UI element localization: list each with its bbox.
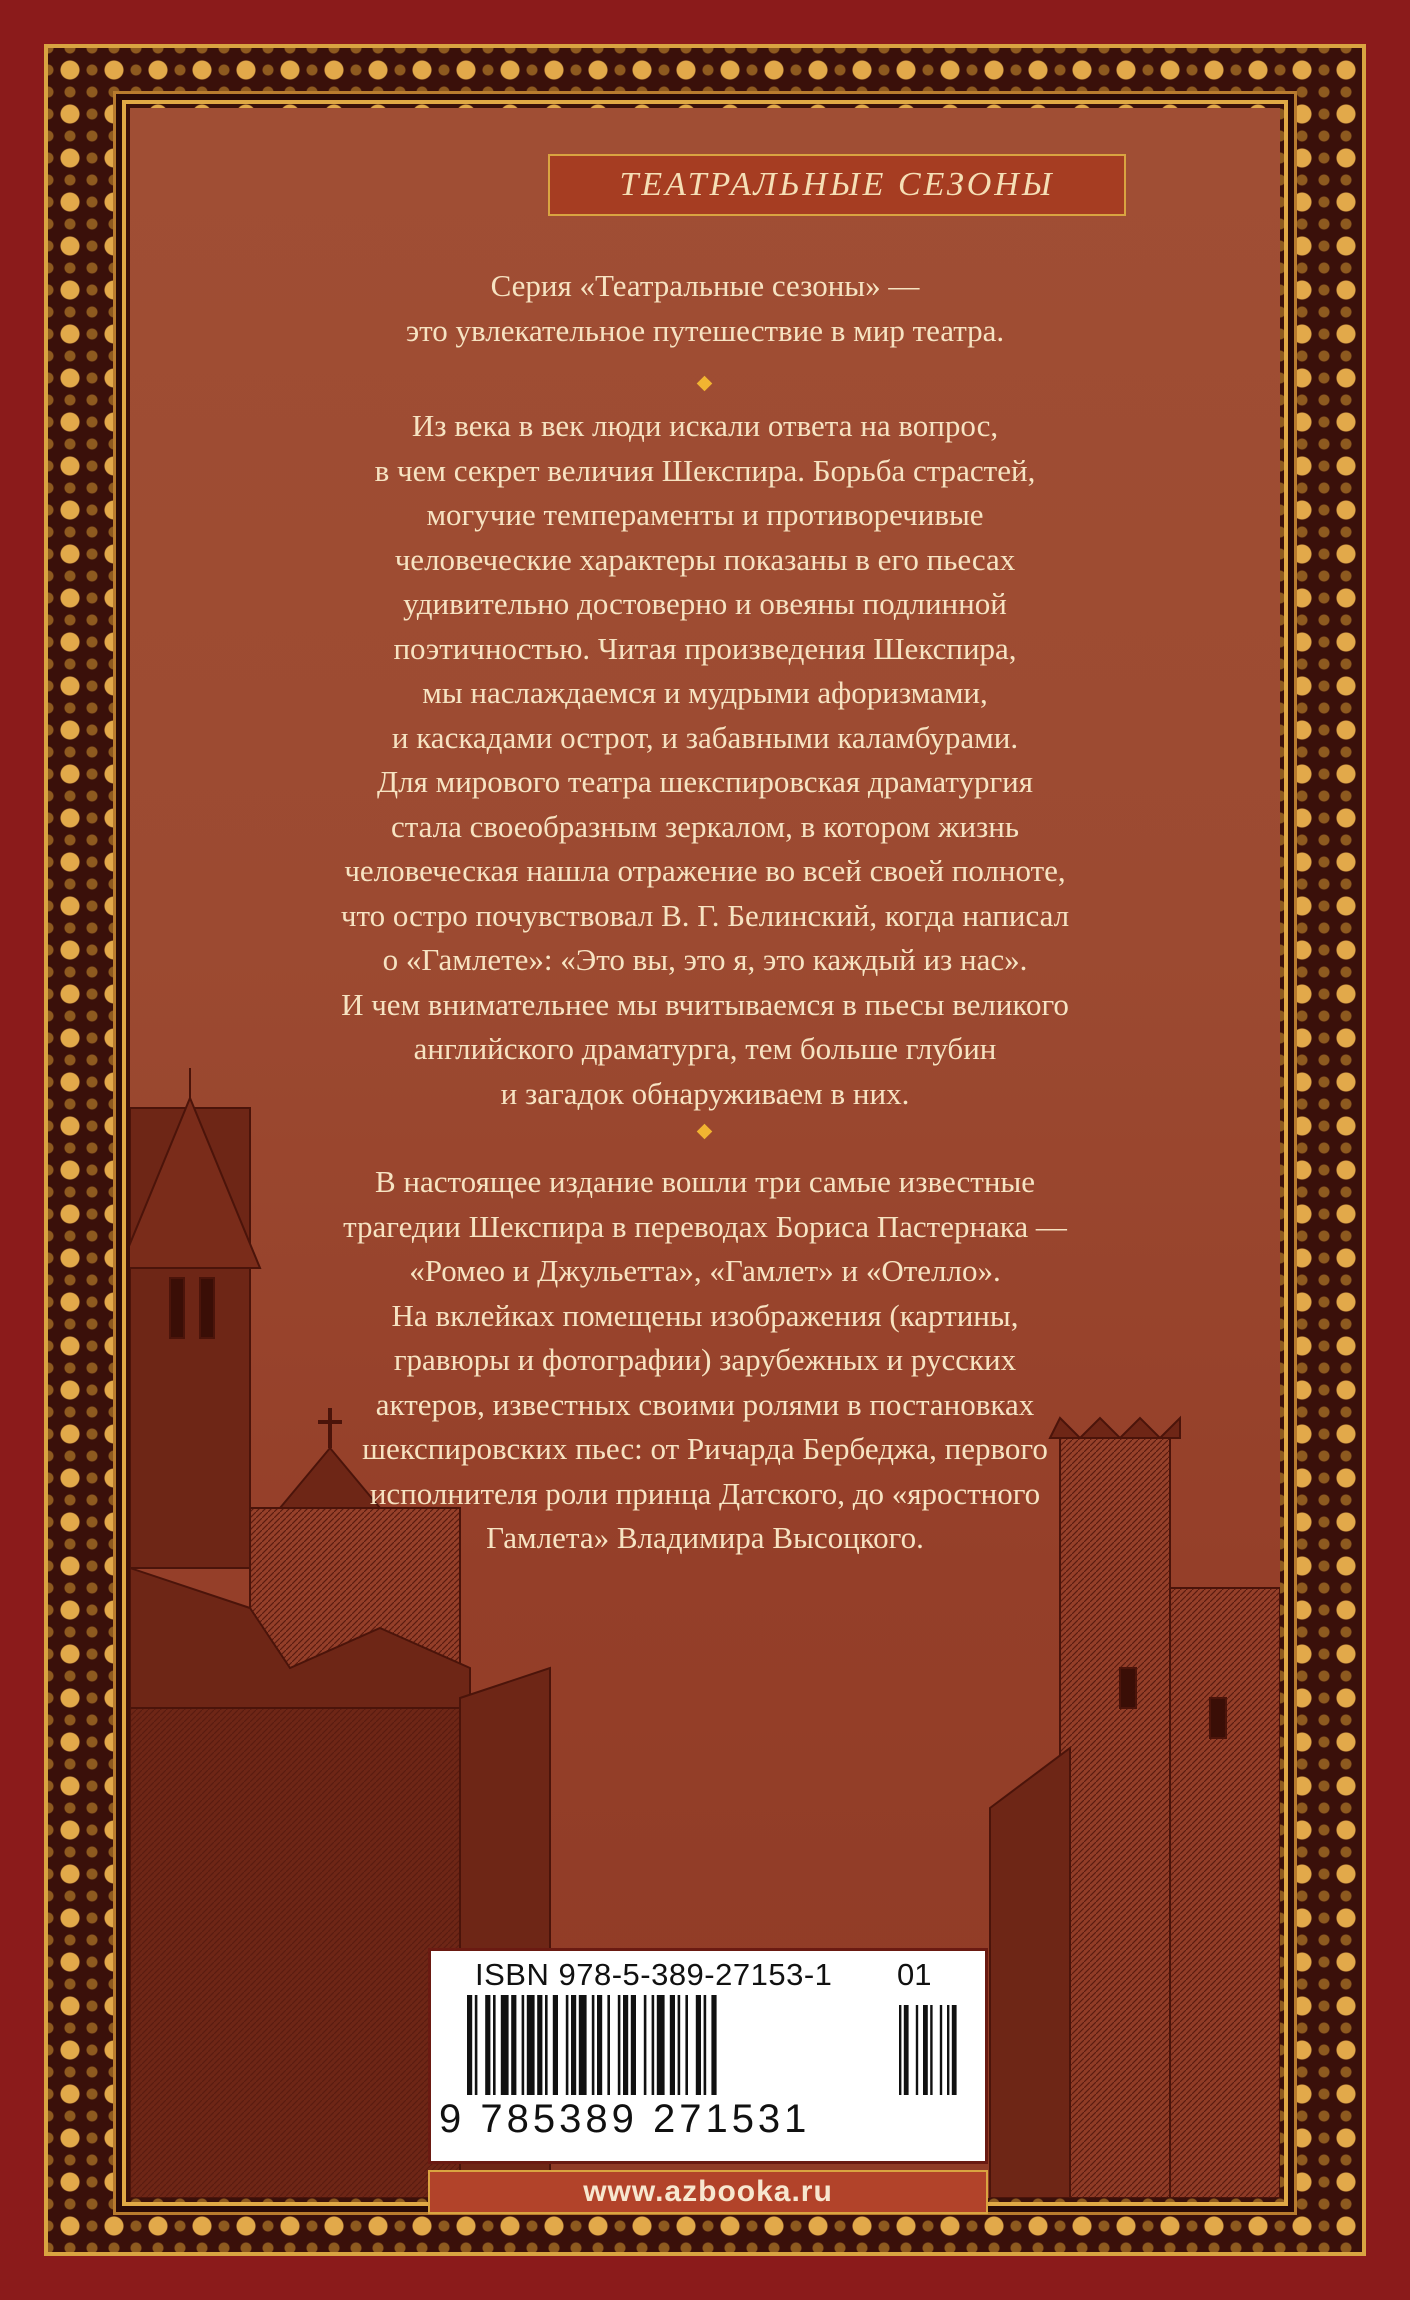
edition-line: исполнителя роли принца Датского, до «яростного — [369, 1475, 1041, 1511]
description-line: Для мирового театра шекспировская драматургия — [376, 764, 1034, 799]
edition-text — [130, 1160, 1280, 1561]
description-line: человеческие характеры показаны в его пьесах — [394, 541, 1016, 577]
series-intro — [130, 264, 1280, 353]
edition-line: В настоящее издание вошли три самые известные — [374, 1164, 1035, 1199]
description-text — [130, 404, 1280, 1116]
ean-digits: 9 785389 271531 — [439, 2097, 811, 2141]
description-line: английского драматурга, тем больше глубин — [413, 1031, 997, 1066]
description-line: удивительно достоверно и овеяны подлинной — [403, 586, 1007, 621]
description-line: мы наслаждаемся и мудрыми афоризмами, — [422, 675, 988, 710]
isbn-barcode — [428, 1948, 988, 2164]
description-line: и каскадами острот, и забавными каламбурами. — [391, 719, 1019, 755]
edition-line: На вклейках помещены изображения (картины, — [391, 1297, 1019, 1333]
description-line: что остро почувствовал В. Г. Белинский, когда написал — [340, 897, 1070, 933]
description-line: в чем секрет величия Шекспира. Борьба страстей, — [374, 452, 1036, 488]
edition-line: «Ромео и Джульетта», «Гамлет» и «Отелло». — [409, 1253, 1001, 1288]
description-line: могучие темпераменты и противоречивые — [426, 497, 984, 532]
edition-line: актеров, известных своими ролями в постановках — [375, 1386, 1035, 1422]
description-line: стала своеобразным зеркалом, в котором жизнь — [390, 808, 1020, 844]
publisher-url: www.azbooka.ru — [583, 2175, 833, 2208]
description-line: Из века в век люди искали ответа на вопрос, — [411, 408, 999, 443]
edition-line: гравюры и фотографии) зарубежных и русских — [393, 1342, 1017, 1377]
publisher-url-band — [428, 2170, 988, 2214]
description-line: и загадок обнаруживаем в них. — [500, 1075, 910, 1111]
description-line: человеческая нашла отражение во всей своей полноте, — [344, 853, 1066, 888]
barcode-bars — [431, 1995, 987, 2105]
edition-line: шекспировских пьес: от Ричарда Бербеджа, первого — [362, 1431, 1048, 1466]
description-line: И чем внимательнее мы вчитываемся в пьесы великого — [341, 986, 1069, 1022]
isbn-number: ISBN 978-5-389-27153-1 — [475, 1957, 833, 1992]
intro-line: это увлекательное путешествие в мир театра. — [405, 312, 1005, 348]
barcode-addon: 01 — [897, 1957, 932, 1992]
description-line: поэтичностью. Читая произведения Шекспира, — [393, 630, 1017, 666]
series-header — [548, 154, 1126, 216]
description-line: о «Гамлете»: «Это вы, это я, это каждый из нас». — [382, 942, 1028, 977]
series-title: ТЕАТРАЛЬНЫЕ СЕЗОНЫ — [619, 166, 1055, 203]
intro-line: Серия «Театральные сезоны» — — [490, 268, 920, 303]
edition-line: Гамлета» Владимира Высоцкого. — [486, 1520, 924, 1555]
cover-panel — [130, 108, 1280, 2198]
edition-line: трагедии Шекспира в переводах Бориса Пастернака — — [343, 1208, 1067, 1244]
